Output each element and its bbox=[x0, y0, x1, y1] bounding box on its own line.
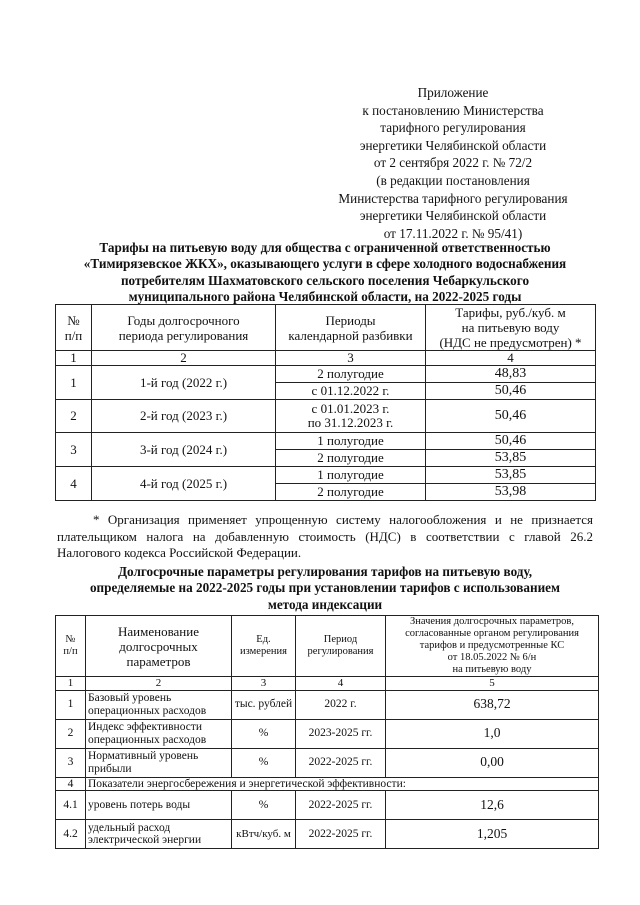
appendix-line: Приложение bbox=[417, 85, 489, 100]
row-period: 2022 г. bbox=[296, 690, 386, 719]
title-line: Тарифы на питьевую воду для общества с ограниченной ответственностью bbox=[99, 240, 551, 255]
row-period: с 01.01.2023 г. по 31.12.2023 г. bbox=[276, 400, 426, 433]
row-value: 12,6 bbox=[386, 791, 599, 820]
table-header-row bbox=[56, 305, 596, 351]
row-unit: тыс. рублей bbox=[232, 690, 296, 719]
header-cell-periods: Периоды календарной разбивки bbox=[276, 305, 426, 351]
table-row bbox=[56, 719, 599, 748]
row-no: 4 bbox=[56, 777, 86, 791]
row-period: 2 полугодие bbox=[276, 366, 426, 383]
section-title: Показатели энергосбережения и энергетической эффективности: bbox=[86, 777, 599, 791]
column-number: 4 bbox=[426, 351, 596, 366]
header-cell-value: Значения долгосрочных параметров, согласованные органом регулирования тарифов и предусмотренные КС от 18.05.2022 № 6/н на питьевую воду bbox=[386, 616, 599, 677]
title-line: потребителям Шахматовского сельского поселения Чебаркульского bbox=[120, 272, 530, 288]
header-cell-no: № п/п bbox=[56, 616, 86, 677]
row-no: 1 bbox=[56, 366, 92, 400]
row-year: 1-й год (2022 г.) bbox=[92, 366, 276, 400]
appendix-line: (в редакции постановления bbox=[376, 172, 530, 188]
row-tariff: 48,83 bbox=[426, 366, 596, 383]
row-tariff: 50,46 bbox=[426, 383, 596, 400]
table-row bbox=[56, 467, 596, 484]
table-row bbox=[56, 433, 596, 450]
column-number: 1 bbox=[56, 677, 86, 691]
row-period: 2023-2025 гг. bbox=[296, 719, 386, 748]
row-name: Нормативный уровень прибыли bbox=[86, 748, 232, 777]
row-tariff: 53,98 bbox=[426, 484, 596, 501]
row-unit: % bbox=[232, 748, 296, 777]
row-no: 1 bbox=[56, 690, 86, 719]
row-tariff: 50,46 bbox=[426, 400, 596, 433]
row-year: 4-й год (2025 г.) bbox=[92, 467, 276, 501]
row-name: уровень потерь воды bbox=[86, 791, 232, 820]
row-period: с 01.12.2022 г. bbox=[276, 383, 426, 400]
table-row bbox=[56, 820, 599, 849]
row-unit: % bbox=[232, 719, 296, 748]
table-row bbox=[56, 400, 596, 433]
title-line: метода индексации bbox=[267, 596, 383, 612]
table-header-row bbox=[56, 616, 599, 677]
row-year: 3-й год (2024 г.) bbox=[92, 433, 276, 467]
column-number: 3 bbox=[276, 351, 426, 366]
row-tariff: 53,85 bbox=[426, 467, 596, 484]
title-line: муниципального района Челябинской области, на 2022-2025 годы bbox=[128, 289, 522, 305]
row-period: 2 полугодие bbox=[276, 450, 426, 467]
row-period: 2022-2025 гг. bbox=[296, 820, 386, 849]
row-name: Базовый уровень операционных расходов bbox=[86, 690, 232, 719]
parameters-table-title bbox=[55, 564, 595, 613]
appendix-line: к постановлению Министерства bbox=[362, 102, 544, 118]
column-number-row bbox=[56, 677, 599, 691]
column-number: 2 bbox=[92, 351, 276, 366]
row-no: 4.2 bbox=[56, 820, 86, 849]
appendix-header bbox=[318, 84, 588, 242]
title-line: определяемые на 2022-2025 годы при установлении тарифов с использованием bbox=[89, 580, 561, 596]
row-no: 3 bbox=[56, 433, 92, 467]
column-number: 5 bbox=[386, 677, 599, 691]
row-year: 2-й год (2023 г.) bbox=[92, 400, 276, 433]
table-row bbox=[56, 366, 596, 383]
header-cell-years: Годы долгосрочного периода регулирования bbox=[92, 305, 276, 351]
header-cell-period: Период регулирования bbox=[296, 616, 386, 677]
row-unit: % bbox=[232, 791, 296, 820]
row-no: 2 bbox=[56, 719, 86, 748]
table-row bbox=[56, 748, 599, 777]
column-number: 3 bbox=[232, 677, 296, 691]
row-period: 1 полугодие bbox=[276, 467, 426, 484]
row-name: удельный расход электрической энергии bbox=[86, 820, 232, 849]
row-no: 4.1 bbox=[56, 791, 86, 820]
row-value: 638,72 bbox=[386, 690, 599, 719]
section-row bbox=[56, 777, 599, 791]
header-cell-no: № п/п bbox=[56, 305, 92, 351]
row-name: Индекс эффективности операционных расходов bbox=[86, 719, 232, 748]
column-number-row bbox=[56, 351, 596, 366]
table-row bbox=[56, 690, 599, 719]
appendix-line: Министерства тарифного регулирования bbox=[338, 190, 568, 206]
header-cell-name: Наименование долгосрочных параметров bbox=[86, 616, 232, 677]
row-tariff: 53,85 bbox=[426, 450, 596, 467]
appendix-line: энергетики Челябинской области bbox=[359, 137, 547, 153]
appendix-line: тарифного регулирования bbox=[380, 120, 526, 136]
title-line: «Тимирязевское ЖКХ», оказывающего услуги в сфере холодного водоснабжения bbox=[83, 256, 567, 272]
tariff-table-title bbox=[55, 240, 595, 306]
row-value: 1,205 bbox=[386, 820, 599, 849]
title-line: Долгосрочные параметры регулирования тарифов на питьевую воду, bbox=[117, 564, 533, 579]
row-value: 0,00 bbox=[386, 748, 599, 777]
footnote: * Организация применяет упрощенную систему налогообложения и не признается плательщиком налога на добавленную стоимость (НДС) в соответствии с главой 26.2 Налогового кодекса Российской Федерации. bbox=[57, 512, 593, 560]
header-cell-tariff: Тарифы, руб./куб. м на питьевую воду (НДС не предусмотрен) * bbox=[426, 305, 596, 351]
column-number: 4 bbox=[296, 677, 386, 691]
row-tariff: 50,46 bbox=[426, 433, 596, 450]
parameters-table bbox=[55, 615, 599, 849]
row-no: 4 bbox=[56, 467, 92, 501]
column-number: 2 bbox=[86, 677, 232, 691]
column-number: 1 bbox=[56, 351, 92, 366]
header-cell-unit: Ед. измерения bbox=[232, 616, 296, 677]
row-period: 2022-2025 гг. bbox=[296, 748, 386, 777]
row-period: 2022-2025 гг. bbox=[296, 791, 386, 820]
row-period: 2 полугодие bbox=[276, 484, 426, 501]
row-unit: кВтч/куб. м bbox=[232, 820, 296, 849]
row-no: 3 bbox=[56, 748, 86, 777]
tariff-table bbox=[55, 304, 596, 501]
table-row bbox=[56, 791, 599, 820]
row-period: 1 полугодие bbox=[276, 433, 426, 450]
row-no: 2 bbox=[56, 400, 92, 433]
appendix-line: от 17.11.2022 г. № 95/41) bbox=[383, 225, 523, 241]
appendix-line: от 2 сентября 2022 г. № 72/2 bbox=[373, 155, 533, 171]
row-value: 1,0 bbox=[386, 719, 599, 748]
appendix-line: энергетики Челябинской области bbox=[359, 208, 547, 224]
